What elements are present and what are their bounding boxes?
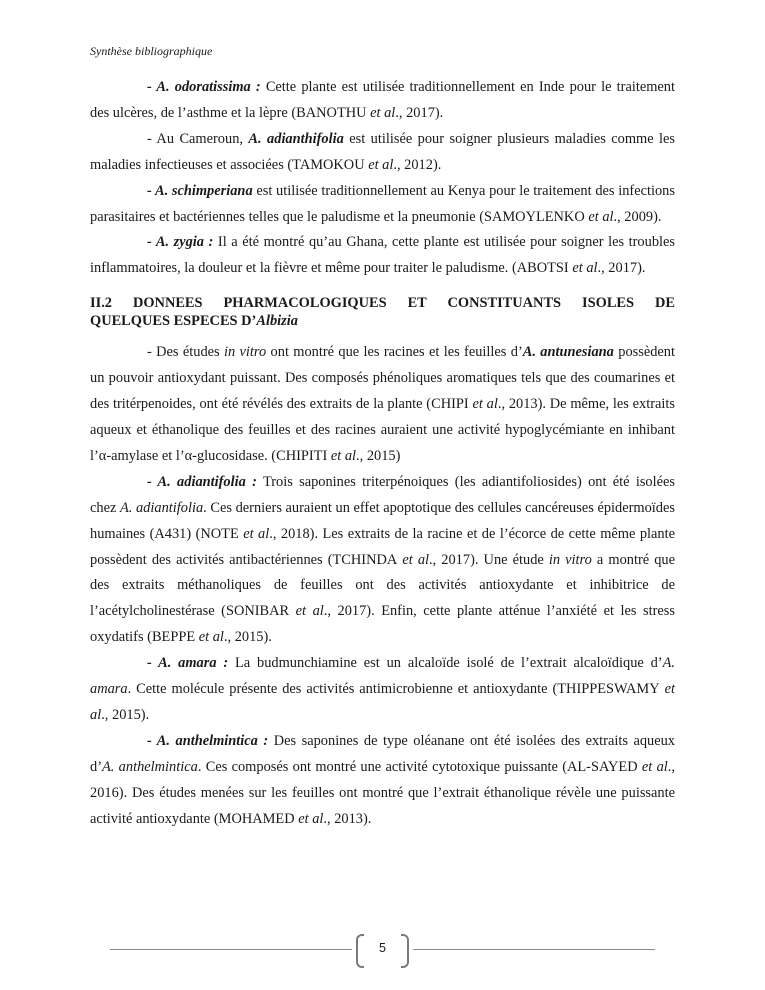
species-name: A. antunesiana — [522, 344, 614, 361]
species-name: - A. zygia : — [147, 234, 214, 251]
paragraph-zygia: - A. zygia : Il a été montré qu’au Ghana, cette plante est utilisée pour soigner les troubles inflammatoires, la douleur et la fièvre et même pour traiter le paludisme. (ABOTSI et al., 2017). — [90, 234, 675, 277]
section-heading-line2: QUELQUES ESPECES D’ — [90, 313, 257, 330]
section-heading-line1: II.2 DONNEES PHARMACOLOGIQUES ET CONSTITUANTS ISOLES DE — [90, 295, 675, 312]
section-heading — [90, 294, 675, 330]
paragraph-adianthifolia: - Au Cameroun, A. adianthifolia est utilisée pour soigner plusieurs maladies comme les maladies infectieuses et associées (TAMOKOU et al., 2012). — [90, 130, 676, 173]
page-number: 5 — [379, 941, 386, 955]
genus-name: Albizia — [256, 313, 298, 330]
paragraph-schimperiana: - A. schimperiana est utilisée traditionnellement au Kenya pour le traitement des infections parasitaires et bactériennes telles que le paludisme et la pneumonie (SAMOYLENKO et al., 2009). — [90, 182, 675, 225]
paragraph-antunesiana: - Des études in vitro ont montré que les racines et les feuilles d’A. antunesiana possèdent un pouvoir antioxydant puissant. Des composés phénoliques aromatiques tels que des coumarines et des tritérpenoides, ont été révélés des extraits de la plante (CHIPI et al., 2013). De même, les extraits aqueux et éthanolique des feuilles et des racines auraient une activité hypoglycémiante en inhibant l’α-amylase et l’α-glucosidase. (CHIPITI et al., 2015) — [90, 344, 676, 464]
page-body — [90, 75, 675, 832]
paragraph-anthelmintica: - A. anthelmintica : Des saponines de type oléanane ont été isolées des extraits aqueux d’A. anthelmintica. Ces composés ont montré une activité cytotoxique puissante (AL-SAYED et al., 2016). Des études menées sur les feuilles ont montré que l’extrait éthanolique révèle une puissante activité antioxydante (MOHAMED et al., 2013). — [90, 732, 676, 827]
running-header: Synthèse bibliographique — [90, 44, 213, 58]
species-name: - A. schimperiana — [147, 182, 253, 199]
species-name: - A. amara : — [147, 655, 229, 672]
paragraph-odoratissima: - A. odoratissima : Cette plante est utilisée traditionnellement en Inde pour le traitement des ulcères, de l’asthme et la lèpre (BANOTHU et al., 2017). — [90, 79, 675, 121]
species-name: - A. odoratissima : — [147, 79, 261, 95]
paragraph-amara: - A. amara : La budmunchiamine est un alcaloïde isolé de l’extrait alcaloïdique d’A. amara. Cette molécule présente des activités antimicrobienne et antioxydante (THIPPESWAMY et al., 2015). — [90, 655, 675, 723]
paragraph-adiantifolia: - A. adiantifolia : Trois saponines triterpénoiques (les adiantifoliosides) ont été isolées chez A. adiantifolia. Ces derniers auraient un effet apoptotique des cellules cancéreuses épidermoïdes humaines (A431) (NOTE et al., 2018). Les extraits de la racine et de l’écorce de cette même plante possèdent des activités antibactériennes (TCHINDA et al., 2017). Une étude in vitro a montré que des extraits méthanoliques de feuilles ont des activités antioxydante et inhibitrice de l’acétylcholinestérase (SONIBAR et al., 2017). Enfin, cette plante atténue l’anxiété et les stress oxydatifs (BEPPE et al., 2015). — [90, 473, 675, 646]
page-footer — [110, 932, 655, 968]
species-name: A. adianthifolia — [248, 130, 344, 147]
species-name: - A. adiantifolia : — [147, 473, 257, 490]
species-name: - A. anthelmintica : — [147, 732, 269, 749]
